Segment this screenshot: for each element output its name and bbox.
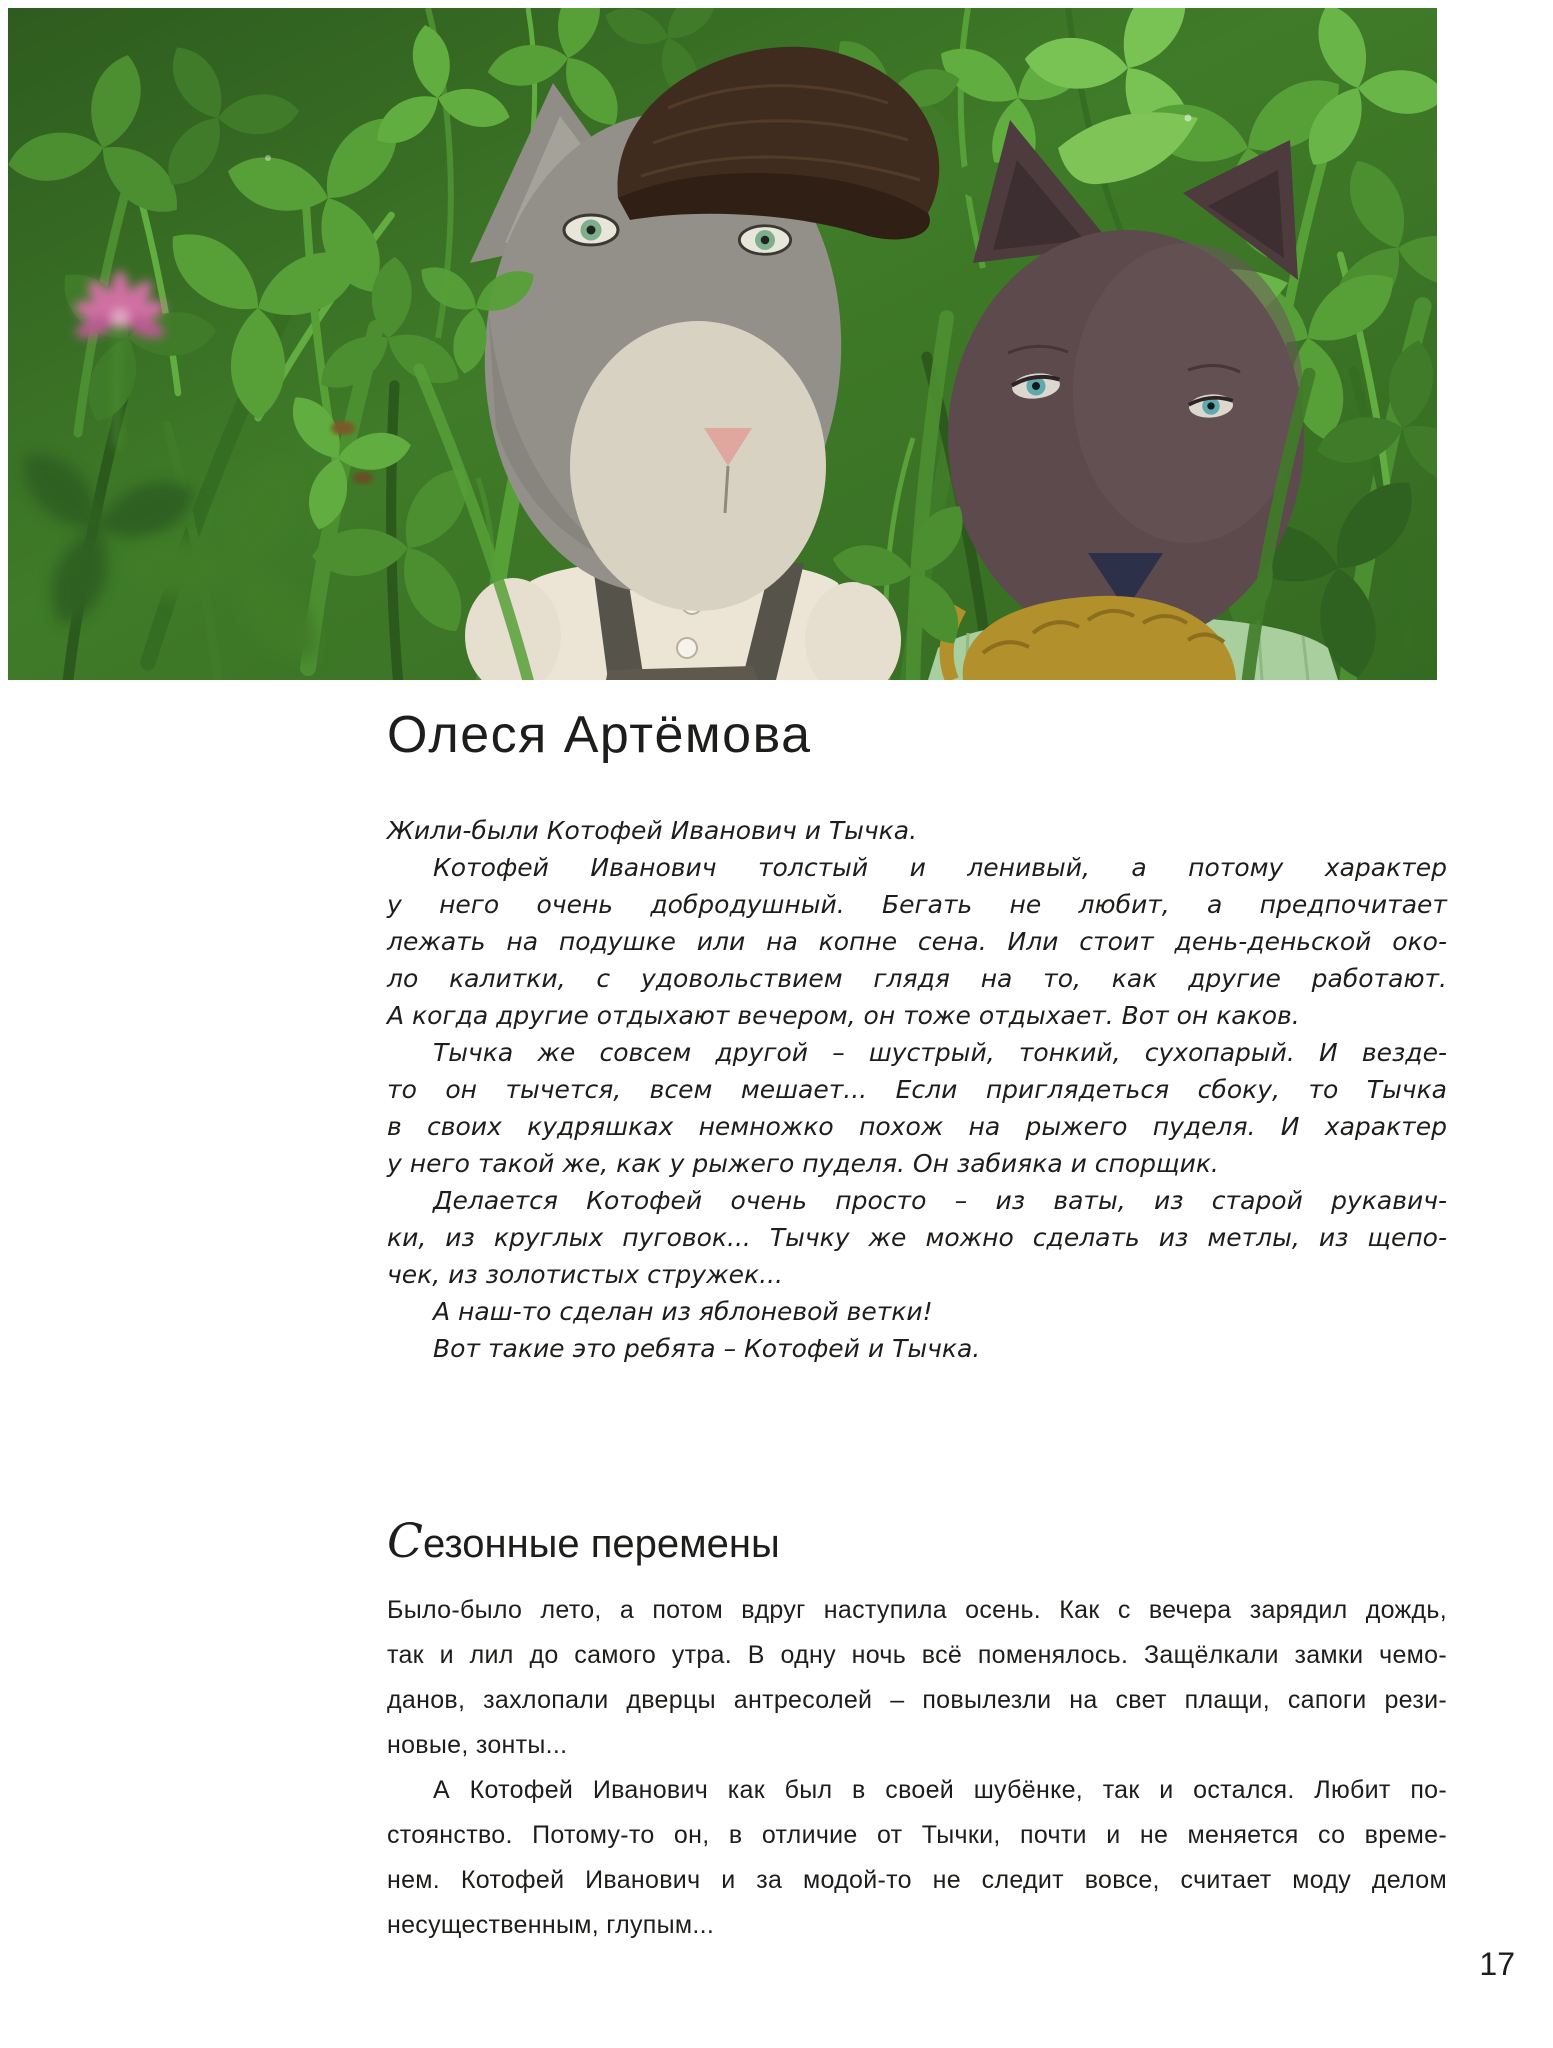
story-line: ки, из круглых пуговок... Тычку же можно сделать из метлы, из щепо- <box>387 1223 1447 1252</box>
story-line: А наш-то сделан из яблоневой ветки! <box>433 1297 933 1326</box>
story-line: лежать на подушке или на копне сена. Или стоит день-деньской око- <box>387 927 1447 956</box>
season-line: новые, зонты... <box>387 1731 568 1759</box>
story-line: Делается Котофей очень просто – из ваты, из старой рукавич- <box>433 1186 1447 1215</box>
season-line: так и лил до самого утра. В одну ночь всё поменялось. Защёлкали замки чемо- <box>387 1641 1447 1669</box>
story-line: у него очень добродушный. Бегать не любит, а предпочитает <box>387 890 1447 919</box>
author-heading: Олеся Артёмова <box>387 706 812 764</box>
season-line: нем. Котофей Иванович и за модой-то не следит вовсе, считает моду делом <box>387 1866 1447 1894</box>
season-line: А Котофей Иванович как был в своей шубёнке, так и остался. Любит по- <box>433 1776 1447 1804</box>
story-line: ло калитки, с удовольствием глядя на то, как другие работают. <box>387 964 1447 993</box>
season-text-block <box>387 1588 1447 1948</box>
story-line: Вот такие это ребята – Котофей и Тычка. <box>433 1334 981 1363</box>
story-line: в своих кудряшках немножко похож на рыжего пуделя. И характер <box>387 1112 1447 1141</box>
season-line: Было-было лето, а потом вдруг наступила осень. Как с вечера зарядил дождь, <box>387 1596 1447 1624</box>
story-line: Жили-были Котофей Иванович и Тычка. <box>387 816 918 845</box>
photo-illustration <box>8 8 1437 680</box>
story-photo <box>8 8 1437 680</box>
season-line: стоянство. Потому-то он, в отличие от Тычки, почти и не меняется со време- <box>387 1821 1447 1849</box>
story-line: Тычка же совсем другой – шустрый, тонкий, сухопарый. И везде- <box>433 1038 1447 1067</box>
story-line: у него такой же, как у рыжего пуделя. Он забияка и спорщик. <box>387 1149 1219 1178</box>
section-heading-rest: езонные перемены <box>422 1522 780 1566</box>
section-heading-initial: С <box>387 1514 423 1569</box>
section-heading <box>387 1514 780 1570</box>
season-line: несущественным, глупым... <box>387 1911 715 1939</box>
story-text-block <box>387 812 1447 1367</box>
page-number: 17 <box>1479 1946 1515 1982</box>
season-line: данов, захлопали дверцы антресолей – повылезли на свет плащи, сапоги рези- <box>387 1686 1447 1714</box>
story-line: чек, из золотистых стружек... <box>387 1260 783 1289</box>
story-line: то он тычется, всем мешает... Если приглядеться сбоку, то Тычка <box>387 1075 1447 1104</box>
story-line: А когда другие отдыхают вечером, он тоже отдыхает. Вот он каков. <box>387 1001 1300 1030</box>
story-line: Котофей Иванович толстый и ленивый, а потому характер <box>433 853 1447 882</box>
